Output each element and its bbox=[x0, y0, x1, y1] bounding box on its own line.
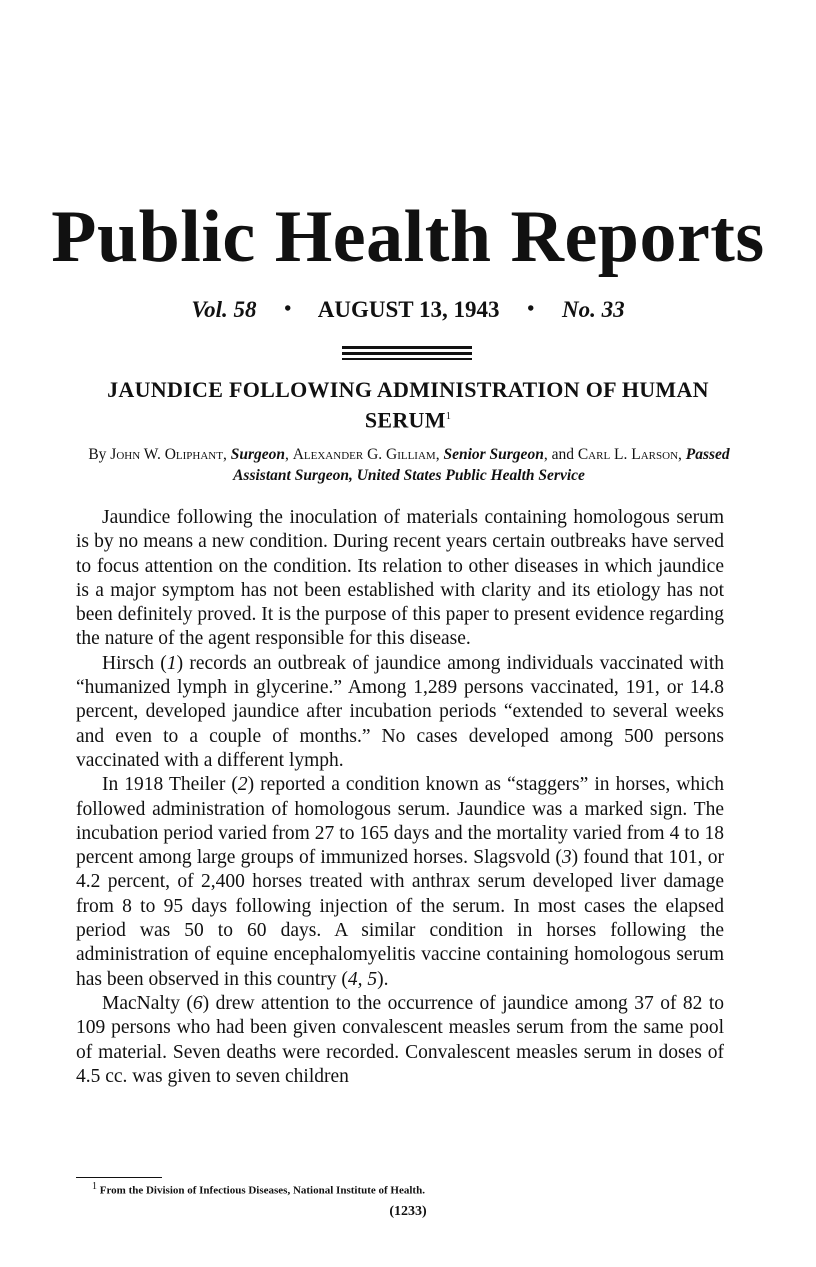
author-name: Alexander G. Gilliam bbox=[292, 446, 436, 463]
reference-number: 2 bbox=[237, 774, 248, 796]
paragraph-text: In 1918 Theiler ( bbox=[102, 774, 238, 796]
author-role: Surgeon bbox=[230, 446, 285, 463]
footnote-text: From the Division of Infectious Diseases, National Institute of Health. bbox=[99, 1184, 425, 1197]
issue-date: AUGUST 13, 1943 bbox=[317, 297, 500, 322]
page-number: (1233) bbox=[389, 1204, 427, 1219]
paragraph-text: Hirsch ( bbox=[102, 652, 167, 674]
paragraph-text: Jaundice following the inoculation of materials containing homologous serum is by no means a new condition. During recent years certain outbreaks have served to focus attention on the condition. Its relation to other diseases in which jaundice is a major symptom has not been established with clarity and its etiology has not been definitely proved. It is the purpose of this paper to present evidence regarding the nature of the agent responsible for this disease. bbox=[76, 507, 724, 650]
issue-line bbox=[0, 297, 816, 323]
body-paragraph bbox=[76, 773, 724, 992]
author-name: John W. Oliphant bbox=[110, 446, 223, 463]
decorative-rule bbox=[342, 352, 472, 355]
author-role: Passed Assistant Surgeon, United States Public Health Service bbox=[233, 446, 730, 484]
paragraph-text: ) reported a condition known as “staggers” in horses, which followed administration of homologous serum. Jaundice was a marked sign. The incubation period varied from 27 to 165 days and the mortality varied from 4 to 18 percent among large groups of immunized horses. Slagsvold ( bbox=[76, 774, 724, 869]
reference-number: 3 bbox=[561, 847, 572, 869]
article-title bbox=[90, 376, 726, 433]
paragraph-text: ) records an outbreak of jaundice among individuals vaccinated with “humanized lymph in glycerine.” Among 1,289 persons vaccinated, 191, or 14.8 percent, developed jaundice after incubation periods “extended to several weeks and even to a couple of months.” No cases developed among 500 persons vaccinated with a different lymph. bbox=[76, 652, 724, 771]
paragraph-text: ) found that 101, or 4.2 percent, of 2,400 horses treated with anthrax serum developed liver damage from 8 to 95 days following injection of the serum. In most cases the elapsed period was 50 to 60 days. A similar condition in horses following the administration of equine encephalomyelitis vaccine containing homologous serum has been observed in this country ( bbox=[76, 847, 724, 990]
byline: By John W. Oliphant, Surgeon, Alexander G. Gilliam, Senior Surgeon, and Carl L. Larson, Passed Assistant Surgeon, United States Public Health Service bbox=[88, 446, 730, 484]
body-paragraph bbox=[76, 652, 724, 773]
decorative-rule bbox=[342, 358, 472, 360]
paragraph-text: MacNalty ( bbox=[102, 992, 193, 1014]
byline-by: By bbox=[88, 446, 107, 463]
footnote-mark: 1 bbox=[92, 1181, 97, 1192]
byline-and: and bbox=[551, 446, 574, 463]
paragraph-text: ). bbox=[377, 968, 389, 990]
footnote-divider bbox=[76, 1177, 162, 1178]
article-title-text: JAUNDICE FOLLOWING ADMINISTRATION OF HUMAN SERUM bbox=[107, 377, 709, 433]
issue-number: No. 33 bbox=[562, 297, 625, 322]
author-role: Senior Surgeon bbox=[443, 446, 544, 463]
reference-number: 1 bbox=[166, 652, 177, 674]
journal-masthead: Public Health Reports bbox=[51, 196, 765, 278]
body-paragraph bbox=[76, 992, 724, 1089]
decorative-rule bbox=[342, 346, 472, 349]
reference-number: 6 bbox=[192, 992, 203, 1014]
title-footnote-mark: 1 bbox=[445, 411, 452, 422]
article-body bbox=[76, 506, 724, 1089]
paragraph-text: ) drew attention to the occurrence of jaundice among 37 of 82 to 109 persons who had been given convalescent measles serum from the same pool of material. Seven deaths were recorded. Convalescent measles serum in doses of 4.5 cc. was given to seven children bbox=[76, 992, 724, 1087]
volume-number: Vol. 58 bbox=[191, 297, 257, 322]
body-paragraph bbox=[76, 506, 724, 652]
footnote bbox=[92, 1181, 425, 1197]
bullet-separator: • bbox=[284, 298, 292, 320]
reference-number: 4, 5 bbox=[347, 968, 378, 990]
bullet-separator: • bbox=[527, 298, 535, 320]
author-name: Carl L. Larson bbox=[577, 446, 679, 463]
